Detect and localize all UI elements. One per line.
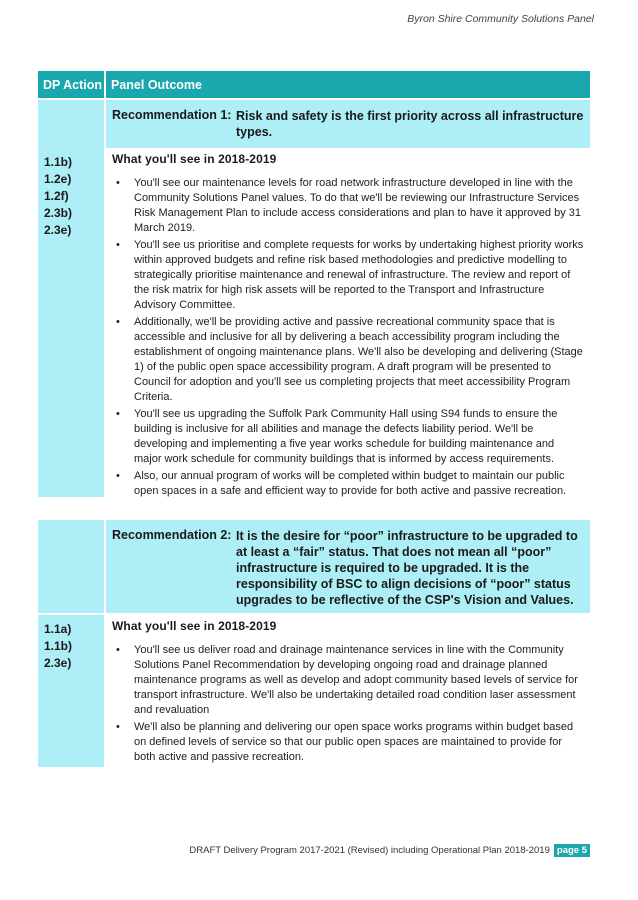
dp-action-ref: 2.3e): [44, 656, 72, 670]
section-2-body: [38, 615, 590, 767]
footer-text: DRAFT Delivery Program 2017-2021 (Revised) including Operational Plan 2018-2019: [189, 845, 550, 856]
rec-2-label: Recommendation 2:: [112, 528, 232, 542]
bullet-item: [112, 176, 584, 236]
table-header: [38, 69, 590, 98]
dp-action-ref: 1.1b): [44, 639, 73, 653]
bullet-icon: •: [116, 316, 120, 328]
bullet-icon: •: [116, 408, 120, 420]
bullet-icon: •: [116, 239, 120, 251]
section-2-content: [106, 615, 590, 767]
bullet-icon: •: [116, 721, 120, 733]
bullet-item: [112, 238, 584, 313]
document-header-title: Byron Shire Community Solutions Panel: [407, 13, 594, 25]
bullet-icon: •: [116, 644, 120, 656]
col-header-dp-action: DP Action: [38, 71, 104, 98]
bullet-item: [112, 720, 584, 765]
page-number-badge: page 5: [554, 844, 590, 857]
dp-action-ref: 1.1b): [44, 155, 73, 169]
section-2-heading: What you'll see in 2018-2019: [112, 619, 277, 633]
bullet-item: [112, 469, 584, 499]
page-footer: [0, 844, 590, 857]
dp-action-ref: 2.3b): [44, 206, 73, 220]
rec-1-cell: [106, 100, 590, 148]
rec-2-text: It is the desire for “poor” infrastructure to be upgraded to at least a “fair” status. That does not mean all “poor” infrastructure is required to be upgraded. It is the responsibility of BSC to align decisions of “poor” status upgrades to be reflective of the CSP's Vision and Values.: [236, 529, 578, 607]
rec-1-text: Risk and safety is the first priority across all infrastructure types.: [236, 109, 584, 139]
recommendation-2-row: [38, 520, 590, 613]
bullet-item: [112, 315, 584, 405]
bullet-text: You'll see us upgrading the Suffolk Park Community Hall using S94 funds to ensure the building is inclusive for all abilities and manage the defects liability period. We'll be developing and implementing a five year works schedule for building maintenance and major work schedule for community buildings that is informed by access requirements.: [134, 408, 558, 465]
bullet-text: Additionally, we'll be providing active and passive recreational community space that is accessible and inclusive for all by delivering a beach accessibility program including the establishment of ongoing maintenance plans. We'll also be developing and delivering (Stage 1) of the public open space accessibility program. A draft program will be presented to Council for adoption and you'll see us completing projects that meet accessibility Program Criteria.: [134, 316, 583, 403]
bullet-icon: •: [116, 177, 120, 189]
bullet-item: [112, 643, 584, 718]
section-1-refs: [38, 148, 104, 497]
section-1-bullets: [112, 176, 584, 499]
rec-1-label: Recommendation 1:: [112, 108, 232, 122]
rec-2-cell: [106, 520, 590, 613]
dp-action-ref: 1.2e): [44, 172, 72, 186]
bullet-item: [112, 407, 584, 467]
dp-action-ref: 1.2f): [44, 189, 69, 203]
dp-action-ref: 1.1a): [44, 622, 72, 636]
dp-action-ref: 2.3e): [44, 223, 72, 237]
bullet-text: We'll also be planning and delivering our open space works programs within budget based on defined levels of service so that our public open spaces are maintained to provide for both active and passive recreation.: [134, 721, 574, 763]
section-2-refs: [38, 615, 104, 767]
col-header-panel-outcome: Panel Outcome: [106, 71, 590, 98]
rec-1-spacer: [38, 100, 104, 148]
bullet-text: You'll see us prioritise and complete requests for works by undertaking highest priority works within approved budgets and refine risk based methodologies and predictive modelling to strategically prioritise maintenance and renewal of infrastructure. The review and report of the risk matrix for high risk assets will be reported to the Transport and Infrastructure Advisory Committee.: [134, 239, 584, 311]
section-1-body: [38, 148, 590, 497]
bullet-icon: •: [116, 470, 120, 482]
bullet-text: You'll see us deliver road and drainage maintenance services in line with the Community Solutions Panel Recommendation by developing ongoing road and drainage planned maintenance programs as well as develop and adopt community based levels of service for transport infrastructure. We'll also be undertaking detailed road condition laser assessment and revaluation: [134, 644, 578, 716]
bullet-text: You'll see our maintenance levels for road network infrastructure developed in line with the Community Solutions Panel values. To do that we'll be reviewing our Infrastructure Services Risk Management Plan to include access considerations and plan to have it approved by 31 March 2019.: [134, 177, 581, 234]
bullet-text: Also, our annual program of works will be completed within budget to maintain our public open spaces in a safe and efficient way to provide for both active and passive recreation.: [134, 470, 567, 497]
section-2-bullets: [112, 643, 584, 765]
recommendation-1-row: [38, 100, 590, 148]
section-1-heading: What you'll see in 2018-2019: [112, 152, 277, 166]
section-1-content: [106, 148, 590, 497]
rec-2-spacer: [38, 520, 104, 613]
